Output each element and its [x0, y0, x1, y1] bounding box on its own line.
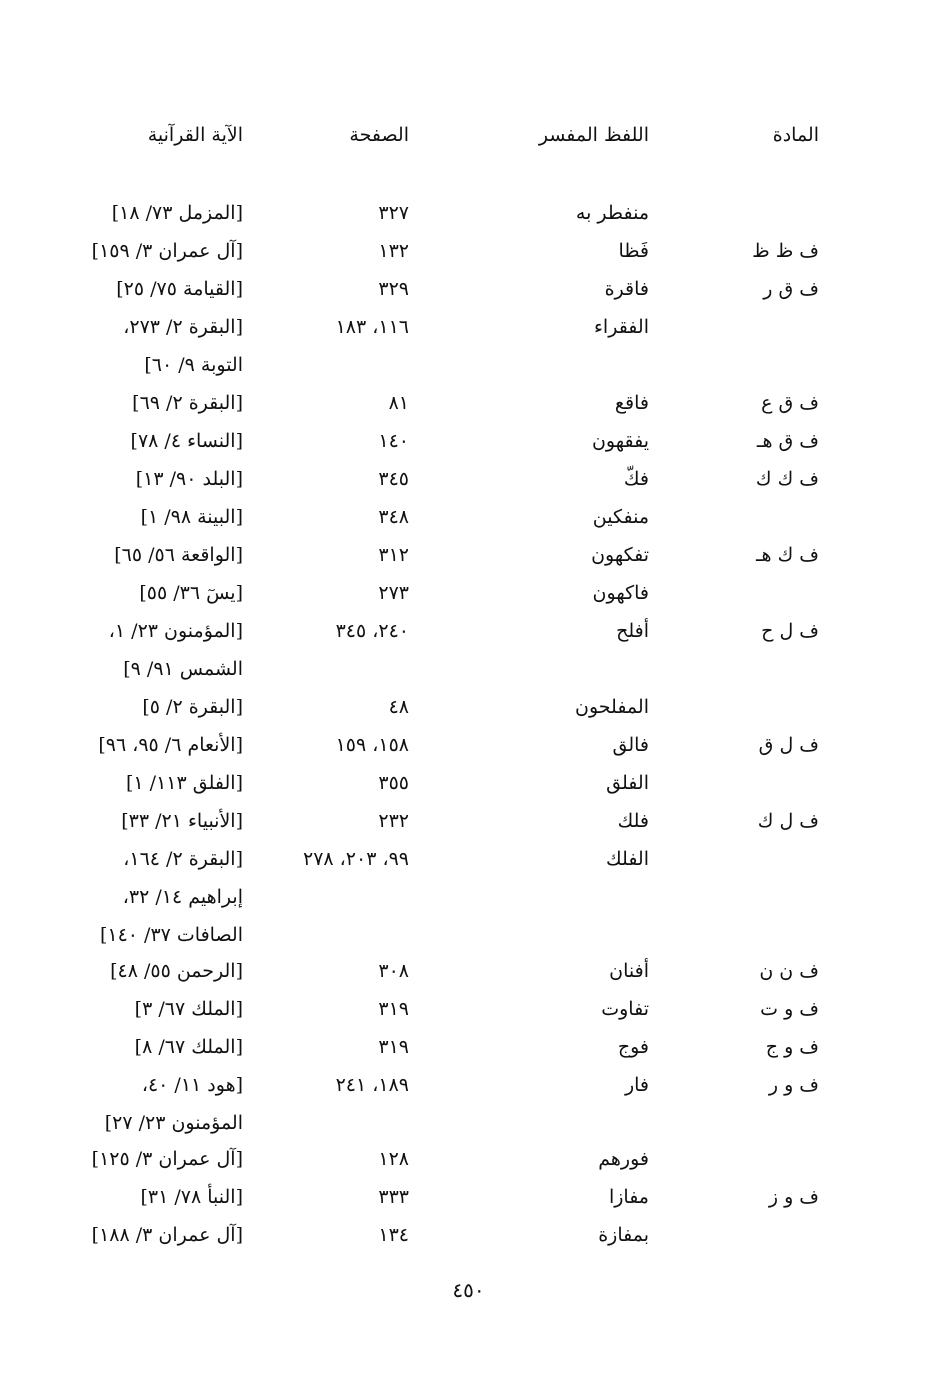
root-cell: ف ق ع: [761, 392, 819, 414]
table-row: [0, 846, 937, 882]
word-cell: أفنان: [609, 960, 649, 982]
root-cell: ف و ر: [768, 1074, 819, 1096]
page-cell: ٨١: [388, 392, 409, 414]
page-cell: ٢٣٢: [378, 810, 409, 832]
root-cell: ف ل ح: [761, 620, 819, 642]
ayah-cell: [المؤمنون ٢٣/ ١،: [108, 620, 243, 642]
table-row: [0, 466, 937, 502]
ayah-cell: [البقرة ٢/ ١٦٤،: [123, 848, 243, 870]
root-cell: ف ظ ظ: [752, 240, 819, 262]
table-row: [0, 428, 937, 464]
root-cell: ف ن ن: [759, 960, 819, 982]
ayah-cell: [النساء ٤/ ٧٨]: [130, 430, 243, 452]
word-cell: الفلك: [606, 848, 649, 870]
ayah-cell: [آل عمران ٣/ ١٨٨]: [91, 1224, 243, 1246]
word-cell: بمفازة: [598, 1224, 649, 1246]
table-row: [0, 618, 937, 654]
header-root: المادة: [772, 124, 819, 146]
ayah-cell: [آل عمران ٣/ ١٥٩]: [91, 240, 243, 262]
table-row: [0, 1146, 937, 1182]
table-row: [0, 958, 937, 994]
ayah-cell: [البينة ٩٨/ ١]: [140, 506, 243, 528]
header-ayah: الآية القرآنية: [147, 124, 243, 146]
ayah-cell: [البقرة ٢/ ٥]: [142, 696, 243, 718]
page-cell: ٣٢٧: [378, 202, 409, 224]
word-cell: المفلحون: [575, 696, 649, 718]
page-cell: ٣٤٥: [378, 468, 409, 490]
ayah-cell: [الأنبياء ٢١/ ٣٣]: [121, 810, 243, 832]
ayah-cell: [الرحمن ٥٥/ ٤٨]: [110, 960, 243, 982]
ayah-cell: [الواقعة ٥٦/ ٦٥]: [114, 544, 243, 566]
ayah-cell: [المزمل ٧٣/ ١٨]: [111, 202, 243, 224]
table-row: [0, 352, 937, 388]
ayah-cell: [الأنعام ٦/ ٩٥، ٩٦]: [98, 734, 243, 756]
table-row: [0, 884, 937, 920]
word-cell: فلك: [617, 810, 649, 832]
header-page: الصفحة: [349, 124, 409, 146]
table-row: [0, 580, 937, 616]
word-cell: مفازا: [608, 1186, 649, 1208]
table-row: [0, 996, 937, 1032]
page-cell: ٩٩، ٢٠٣، ٢٧٨: [302, 848, 409, 870]
word-cell: منفكين: [592, 506, 649, 528]
page-cell: ١٤٠: [378, 430, 409, 452]
table-row: [0, 1222, 937, 1258]
page-cell: ٢٤٠، ٣٤٥: [335, 620, 409, 642]
page-cell: ٣٤٨: [378, 506, 409, 528]
table-row: [0, 1184, 937, 1220]
word-cell: فاقرة: [604, 278, 649, 300]
ayah-cell: [البقرة ٢/ ٢٧٣،: [123, 316, 243, 338]
ayah-cell: إبراهيم ١٤/ ٣٢،: [122, 886, 243, 908]
table-row: [0, 542, 937, 578]
page-cell: ٣١٩: [378, 1036, 409, 1058]
table-row: [0, 238, 937, 274]
page-cell: ١٢٨: [378, 1148, 409, 1170]
ayah-cell: [آل عمران ٣/ ١٢٥]: [91, 1148, 243, 1170]
root-cell: ف ك ك: [755, 468, 819, 490]
page-cell: ١١٦، ١٨٣: [335, 316, 409, 338]
table-row: [0, 1110, 937, 1146]
page-number: ٤٥٠: [452, 1278, 485, 1302]
word-cell: يفقهون: [591, 430, 649, 452]
root-cell: ف ل ك: [757, 810, 819, 832]
page-cell: ٣٥٥: [378, 772, 409, 794]
ayah-cell: [القيامة ٧٥/ ٢٥]: [116, 278, 243, 300]
root-cell: ف و ج: [765, 1036, 819, 1058]
root-cell: ف ق هـ: [756, 430, 819, 452]
table-row: [0, 732, 937, 768]
page-cell: ١٣٢: [378, 240, 409, 262]
ayah-cell: التوبة ٩/ ٦٠]: [144, 354, 243, 376]
word-cell: فَظا: [618, 240, 649, 262]
ayah-cell: [النبأ ٧٨/ ٣١]: [140, 1186, 243, 1208]
ayah-cell: [البلد ٩٠/ ١٣]: [135, 468, 243, 490]
ayah-cell: [البقرة ٢/ ٦٩]: [132, 392, 243, 414]
table-row: [0, 200, 937, 236]
table-row: [0, 314, 937, 350]
root-cell: ف ك هـ: [755, 544, 819, 566]
word-cell: فاقع: [614, 392, 649, 414]
ayah-cell: [يسٓ ٣٦/ ٥٥]: [139, 582, 243, 604]
root-cell: ف و ت: [760, 998, 819, 1020]
table-row: [0, 770, 937, 806]
header-word: اللفظ المفسر: [538, 124, 649, 146]
root-cell: ف ق ر: [763, 278, 819, 300]
word-cell: تفاوت: [601, 998, 649, 1020]
page-cell: ٢٧٣: [378, 582, 409, 604]
root-cell: ف ل ق: [758, 734, 819, 756]
page-cell: ٣٠٨: [378, 960, 409, 982]
word-cell: فاكهون: [592, 582, 649, 604]
table-row: [0, 1034, 937, 1070]
table-row: [0, 390, 937, 426]
page-cell: ٣٢٩: [378, 278, 409, 300]
word-cell: تفكهون: [591, 544, 649, 566]
ayah-cell: [الملك ٦٧/ ٣]: [134, 998, 243, 1020]
page-cell: ١٥٨، ١٥٩: [335, 734, 409, 756]
table-row: [0, 694, 937, 730]
table-row: [0, 504, 937, 540]
table-row: [0, 808, 937, 844]
word-cell: أفلح: [616, 620, 649, 642]
page-cell: ٣١٢: [378, 544, 409, 566]
page-cell: ١٣٤: [378, 1224, 409, 1246]
table-row: [0, 922, 937, 958]
word-cell: فوج: [617, 1036, 649, 1058]
word-cell: فار: [624, 1074, 649, 1096]
word-cell: الفقراء: [594, 316, 649, 338]
page-cell: ٣١٩: [378, 998, 409, 1020]
page-cell: ١٨٩، ٢٤١: [335, 1074, 409, 1096]
word-cell: فالق: [612, 734, 649, 756]
root-cell: ف و ز: [768, 1186, 819, 1208]
table-row: [0, 1072, 937, 1108]
ayah-cell: الصافات ٣٧/ ١٤٠]: [99, 924, 243, 946]
table-row: [0, 656, 937, 692]
ayah-cell: [الفلق ١١٣/ ١]: [126, 772, 243, 794]
word-cell: منفطر به: [575, 202, 649, 224]
ayah-cell: الشمس ٩١/ ٩]: [123, 658, 243, 680]
page-cell: ٤٨: [388, 696, 409, 718]
page-cell: ٣٣٣: [378, 1186, 409, 1208]
word-cell: فورهم: [598, 1148, 649, 1170]
ayah-cell: المؤمنون ٢٣/ ٢٧]: [104, 1112, 243, 1134]
table-row: [0, 276, 937, 312]
word-cell: الفلق: [606, 772, 649, 794]
ayah-cell: [الملك ٦٧/ ٨]: [134, 1036, 243, 1058]
ayah-cell: [هود ١١/ ٤٠،: [141, 1074, 243, 1096]
word-cell: فكّ: [623, 468, 649, 490]
